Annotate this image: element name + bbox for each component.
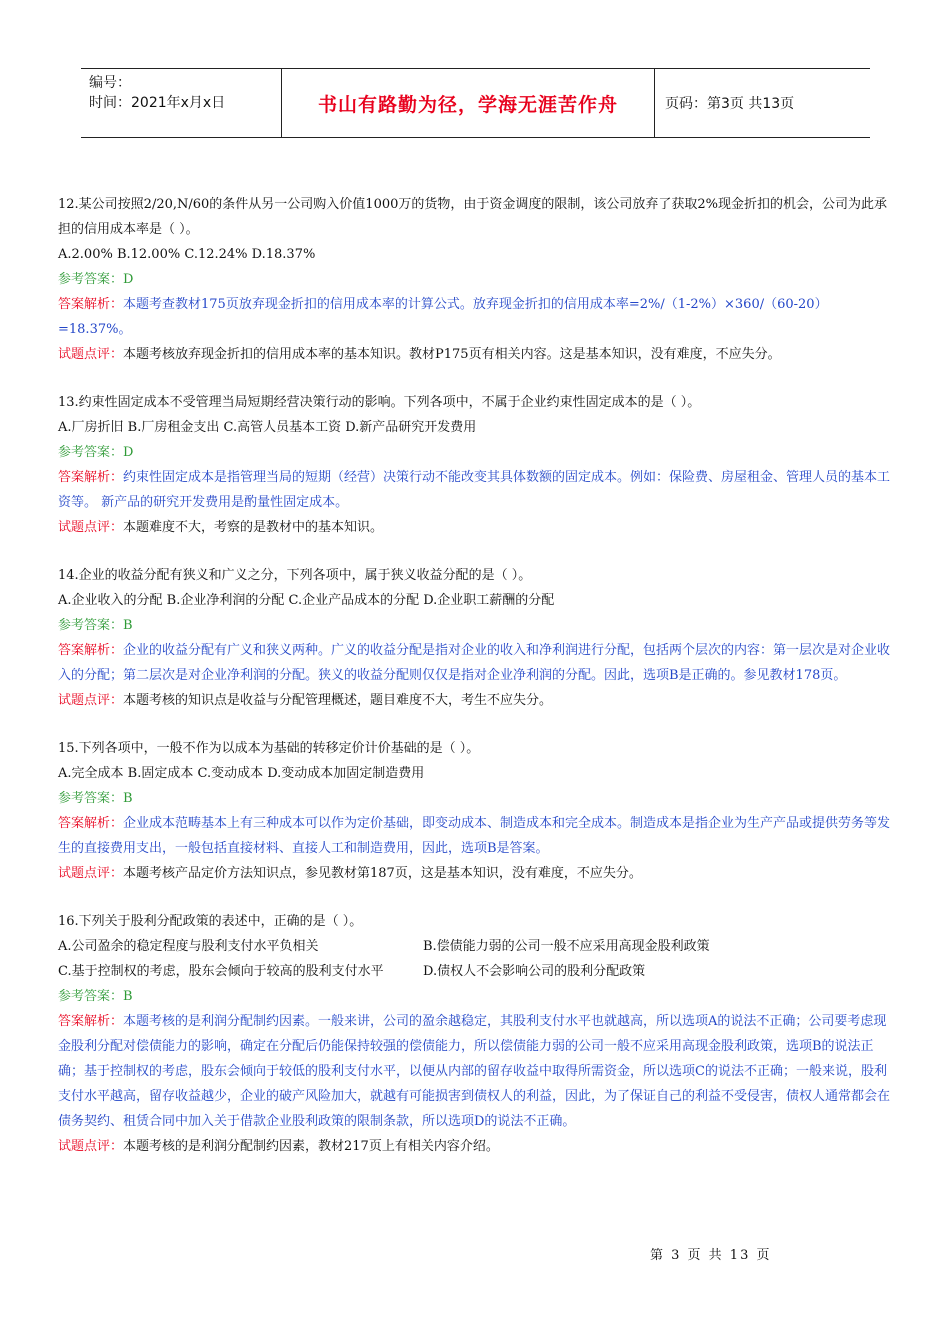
comment-label: 试题点评： [58,520,124,535]
header-left-cell [81,69,281,137]
question-stem: 12.某公司按照2/20,N/60的条件从另一公司购入价值1000万的货物，由于资金调度的限制，该公司放弃了获取2%现金折扣的机会，公司为此承担的信用成本率是（ ）。 [58,197,888,237]
comment-line [58,1134,898,1159]
comment-text: 本题考核的知识点是收益与分配管理概述，题目难度不大，考生不应失分。 [123,693,553,708]
analysis-line [58,811,898,861]
option-d: D.债权人不会影响公司的股利分配政策 [423,964,646,979]
analysis-label: 答案解析： [58,1014,124,1029]
answer-line [58,613,898,638]
analysis-text: 约束性固定成本是指管理当局的短期（经营）决策行动不能改变其具体数额的固定成本。例如：保险费、房屋租金、管理人员的基本工资等。 新产品的研究开发费用是酌量性固定成本。 [58,470,891,510]
answer-line [58,267,898,292]
answer-label: 参考答案： [58,618,124,633]
answer-line [58,440,898,465]
answer-label: 参考答案： [58,791,124,806]
analysis-text: 企业的收益分配有广义和狭义两种。广义的收益分配是指对企业的收入和净利润进行分配，包括两个层次的内容：第一层次是对企业收入的分配；第二层次是对企业净利润的分配。狭义的收益分配则仅仅是指对企业净利润的分配。因此，选项B是正确的。参见教材178页。 [58,643,891,683]
comment-text: 本题考核放弃现金折扣的信用成本率的基本知识。教材P175页有相关内容。这是基本知识，没有难度，不应失分。 [123,347,781,362]
question-stem: 13.约束性固定成本不受管理当局短期经营决策行动的影响。下列各项中，不属于企业约束性固定成本的是（ ）。 [58,395,701,410]
comment-line [58,861,898,886]
number-label: 编号： [89,75,131,91]
comment-label: 试题点评： [58,693,124,708]
analysis-label: 答案解析： [58,643,124,658]
comment-text: 本题考核的是利润分配制约因素，教材217页上有相关内容介绍。 [123,1139,499,1154]
answer-value: B [123,791,133,806]
answer-value: D [123,445,134,460]
comment-text: 本题难度不大，考察的是教材中的基本知识。 [123,520,384,535]
answer-value: D [123,272,134,287]
comment-line [58,688,898,713]
question-options: A.完全成本 B.固定成本 C.变动成本 D.变动成本加固定制造费用 [58,766,425,781]
option-a: A.公司盈余的稳定程度与股利支付水平负相关 [58,939,319,954]
question-options: A.企业收入的分配 B.企业净利润的分配 C.企业产品成本的分配 D.企业职工薪酬的分配 [58,593,555,608]
comment-line [58,515,898,540]
question-15 [58,736,898,886]
question-options: A.2.00% B.12.00% C.12.24% D.18.37% [58,247,316,262]
analysis-line [58,292,898,342]
time-label: 时间：2021年x月x日 [89,95,226,111]
analysis-text: 企业成本范畴基本上有三种成本可以作为定价基础，即变动成本、制造成本和完全成本。制造成本是指企业为生产产品或提供劳务等发生的直接费用支出，一般包括直接材料、直接人工和制造费用，因此，选项B是答案。 [58,816,891,856]
analysis-line [58,1009,898,1134]
answer-line [58,786,898,811]
answer-line [58,984,898,1009]
header-right-cell [655,69,870,137]
comment-line [58,342,898,367]
analysis-text: 本题考查教材175页放弃现金折扣的信用成本率的计算公式。放弃现金折扣的信用成本率=2%/（1-2%）×360/（60-20）=18.37%。 [58,297,828,337]
analysis-label: 答案解析： [58,470,124,485]
analysis-label: 答案解析： [58,816,124,831]
answer-value: B [123,989,133,1004]
answer-label: 参考答案： [58,272,124,287]
page-header [81,68,870,138]
analysis-line [58,638,898,688]
question-13 [58,390,898,540]
answer-label: 参考答案： [58,989,124,1004]
option-b: B.偿债能力弱的公司一般不应采用高现金股利政策 [423,939,710,954]
analysis-line [58,465,898,515]
question-16 [58,909,898,1159]
question-stem: 15.下列各项中，一般不作为以成本为基础的转移定价计价基础的是（ ）。 [58,741,480,756]
comment-label: 试题点评： [58,347,124,362]
question-14 [58,563,898,713]
option-c: C.基于控制权的考虑，股东会倾向于较高的股利支付水平 [58,964,384,979]
comment-label: 试题点评： [58,1139,124,1154]
question-options-grid [58,934,898,984]
question-stem: 14.企业的收益分配有狭义和广义之分，下列各项中，属于狭义收益分配的是（ ）。 [58,568,532,583]
page-code: 页码：第3页 共13页 [665,96,795,112]
header-middle-cell [281,69,655,137]
question-stem: 16.下列关于股利分配政策的表述中，正确的是（ ）。 [58,914,363,929]
question-options: A.厂房折旧 B.厂房租金支出 C.高管人员基本工资 D.新产品研究开发费用 [58,420,477,435]
comment-text: 本题考核产品定价方法知识点，参见教材第187页，这是基本知识，没有难度，不应失分。 [123,866,642,881]
answer-value: B [123,618,133,633]
motto: 书山有路勤为径，学海无涯苦作舟 [317,93,618,116]
question-list [58,192,898,1182]
answer-label: 参考答案： [58,445,124,460]
analysis-label: 答案解析： [58,297,124,312]
analysis-text: 本题考核的是利润分配制约因素。一般来讲，公司的盈余越稳定，其股利支付水平也就越高，所以选项A的说法不正确；公司要考虑现金股利分配对偿债能力的影响，确定在分配后仍能保持较强的偿债能力，所以偿债能力弱的公司一般不应采用高现金股利政策，选项B的说法正确；基于控制权的考虑，股东会倾向于较低的股利支付水平，以便从内部的留存收益中取得所需资金，所以选项C的说法不正确；一般来说，股利支付水平越高，留存收益越少，企业的破产风险加大，就越有可能损害到债权人的利益，因此，为了保证自己的利益不受侵害，债权人通常都会在债务契约、租赁合同中加入关于借款企业股利政策的限制条款，所以选项D的说法不正确。 [58,1014,891,1129]
question-12 [58,192,898,367]
page-footer: 第 3 页 共 13 页 [650,1248,772,1263]
comment-label: 试题点评： [58,866,124,881]
